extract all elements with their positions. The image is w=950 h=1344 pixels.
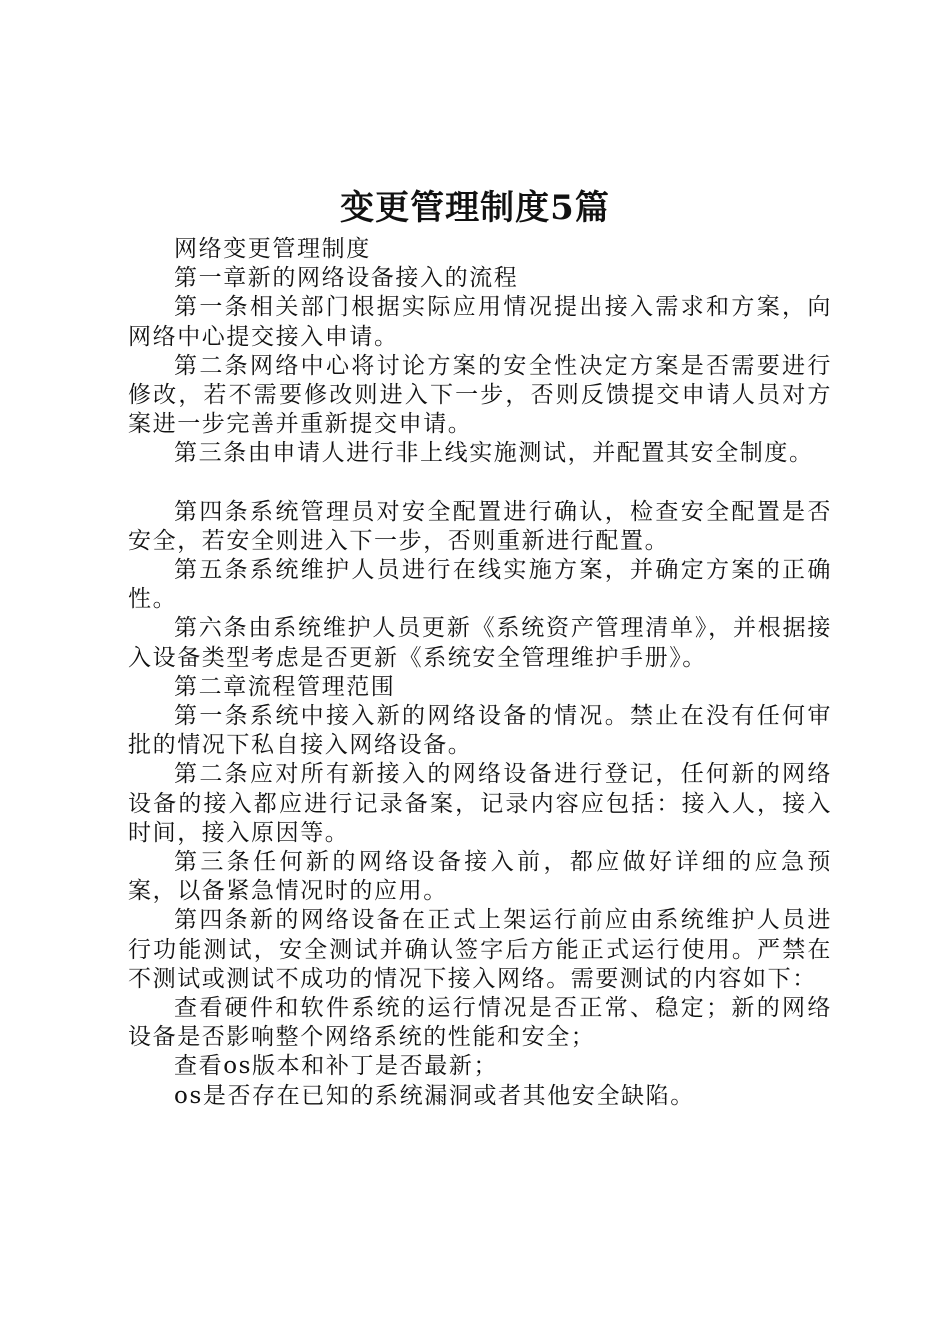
paragraph-ch1-article-5: 第五条系统维护人员进行在线实施方案，并确定方案的正确性。 xyxy=(128,557,832,613)
paragraph-test-item-2: 查看os版本和补丁是否最新； xyxy=(174,1053,499,1080)
paragraph-ch2-article-2: 第二条应对所有新接入的网络设备进行登记，任何新的网络设备的接入都应进行记录备案，记录内容应包括：接入人，接入时间，接入原因等。 xyxy=(128,761,832,846)
paragraph-ch1-article-3: 第三条由申请人进行非上线实施测试，并配置其安全制度。 xyxy=(174,440,814,467)
paragraph-ch1-article-2: 第二条网络中心将讨论方案的安全性决定方案是否需要进行修改，若不需要修改则进入下一步，否则反馈提交申请人员对方案进一步完善并重新提交申请。 xyxy=(128,352,832,438)
paragraph-ch2-article-1: 第一条系统中接入新的网络设备的情况。禁止在没有任何审批的情况下私自接入网络设备。 xyxy=(128,703,832,759)
paragraph-ch2-article-3: 第三条任何新的网络设备接入前，都应做好详细的应急预案，以备紧急情况时的应用。 xyxy=(128,849,832,905)
paragraph-ch1-article-1: 第一条相关部门根据实际应用情况提出接入需求和方案，向网络中心提交接入申请。 xyxy=(128,294,832,350)
paragraph-chapter-2-heading: 第二章流程管理范围 xyxy=(174,673,396,700)
paragraph-section-heading: 网络变更管理制度 xyxy=(174,236,371,262)
document-body xyxy=(128,235,832,1111)
paragraph-test-item-1: 查看硬件和软件系统的运行情况是否正常、稳定；新的网络设备是否影响整个网络系统的性能和安全； xyxy=(128,995,832,1051)
paragraph-chapter-1-heading: 第一章新的网络设备接入的流程 xyxy=(174,265,519,292)
document-title: 变更管理制度5篇 xyxy=(340,188,610,228)
paragraph-ch1-article-6: 第六条由系统维护人员更新《系统资产管理清单》，并根据接入设备类型考虑是否更新《系统安全管理维护手册》。 xyxy=(128,615,832,671)
paragraph-test-item-3: os是否存在已知的系统漏洞或者其他安全缺陷。 xyxy=(174,1082,695,1109)
paragraph-ch1-article-4: 第四条系统管理员对安全配置进行确认，检查安全配置是否安全，若安全则进入下一步，否则重新进行配置。 xyxy=(128,498,832,554)
paragraph-ch2-article-4: 第四条新的网络设备在正式上架运行前应由系统维护人员进行功能测试，安全测试并确认签字后方能正式运行使用。严禁在不测试或测试不成功的情况下接入网络。需要测试的内容如下： xyxy=(128,907,832,992)
